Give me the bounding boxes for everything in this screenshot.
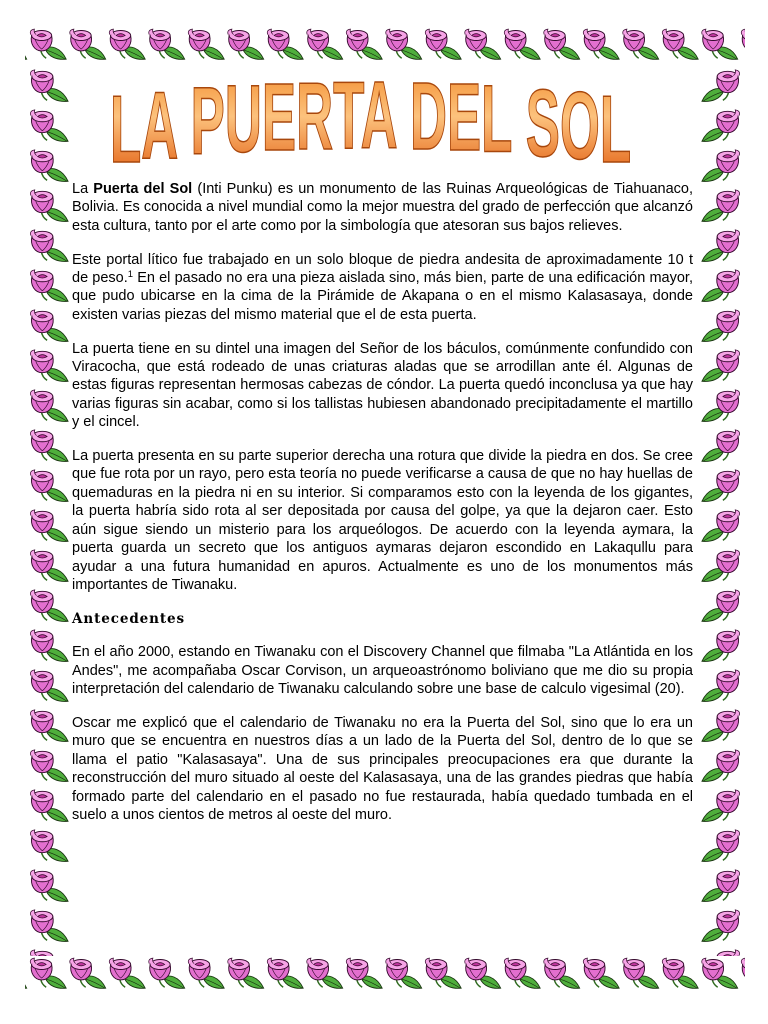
title-wordart bbox=[0, 0, 768, 200]
flower-border-right bbox=[695, 67, 745, 956]
paragraph-intro-2 bbox=[72, 251, 693, 325]
paragraph-antecedentes-2: Oscar me explicó que el calendario de Tiwanaku no era la Puerta del Sol, sino que lo era un muro que se encuentra en nuestros días a un lado de la Puerta del Sol, dentro de lo que se llama el patio "Kalasasaya". Una de sus principales preocupaciones era que durante la reconstrucción del muro situado al oeste del Kalasasaya, una de las grandes piedras que había formado parte del calendario en el pasado no fue restaurada, había quedado tumbada en el suelo a unos cientos de metros al oeste del muro. bbox=[72, 715, 693, 824]
paragraph-text: Este portal lítico fue trabajado en un solo bloque de piedra andesita de aproximadamente 10 t de peso. bbox=[72, 251, 693, 286]
paragraph-text: La bbox=[72, 181, 94, 197]
paragraph-text: En el pasado no era una pieza aislada sino, más bien, parte de una edificación mayor, que pudo ubicarse en la cima de la Pirámide de Akapana o en el mismo Kalasasaya, donde existen varias piezas del mismo material que el de esta puerta. bbox=[72, 270, 693, 323]
paragraph-intro-1 bbox=[72, 180, 693, 235]
paragraph-antecedentes-1: En el año 2000, estando en Tiwanaku con el Discovery Channel que filmaba "La Atlántida en los Andes", me acompañaba Oscar Corvison, un arqueoastrónomo boliviano que me dio su propia interpretación del calendario de Tiwanaku calculando sobre une base de calculo vigesimal (20). bbox=[72, 644, 693, 698]
flower-border-bottom bbox=[25, 956, 745, 998]
flower-border-left bbox=[25, 67, 75, 956]
document-body bbox=[72, 180, 693, 840]
paragraph-intro-3: La puerta tiene en su dintel una imagen del Señor de los báculos, comúnmente confundido con Viracocha, que está rodeado de unas criaturas aladas que se arrodillan ante él. Algunas de estas figuras representan hermosas cabezas de cóndor. La puerta quedó inconclusa ya que hay varias figuras sin acabar, como si los tallistas hubiesen abandonado precipitadamente el martillo y el cincel. bbox=[72, 340, 693, 431]
footnote-marker[interactable]: 1 bbox=[127, 269, 134, 280]
bold-term: Puerta del Sol bbox=[93, 181, 193, 197]
paragraph-intro-4: La puerta presenta en su parte superior derecha una rotura que divide la piedra en dos. Se cree que fue rota por un rayo, pero esta teoría no puede verificarse a causa de que no hay huellas de quemaduras en la piedra ni en su interior. Si comparamos esto con la leyenda de los gigantes, la puerta habría sido rota al ser depositada por causa del golpe, ya que la dejaron caer. Esto aún sigue siendo un misterio para los arqueólogos. De acuerdo con la leyenda aymara, la puerta guarda un secreto que los antiguos aymaras dejaron escondido en Lakaqullu para ayudar a una futura humanidad en apuros. Actualmente es uno de los monumentos más importantes de Tiwanaku. bbox=[72, 448, 693, 594]
page-title: LA PUERTA DEL SOL bbox=[110, 61, 632, 184]
paragraph-text: (Inti Punku) es un monumento de las Ruinas Arqueológicas de Tiahuanaco, Bolivia. Es conocida a nivel mundial como la mejor muestra del grado de perfección que alcanzó esta cultura, tanto por el arte como por la simbología que atesoran sus bajos relieves. bbox=[72, 181, 693, 234]
section-heading: Antecedentes bbox=[72, 610, 185, 627]
